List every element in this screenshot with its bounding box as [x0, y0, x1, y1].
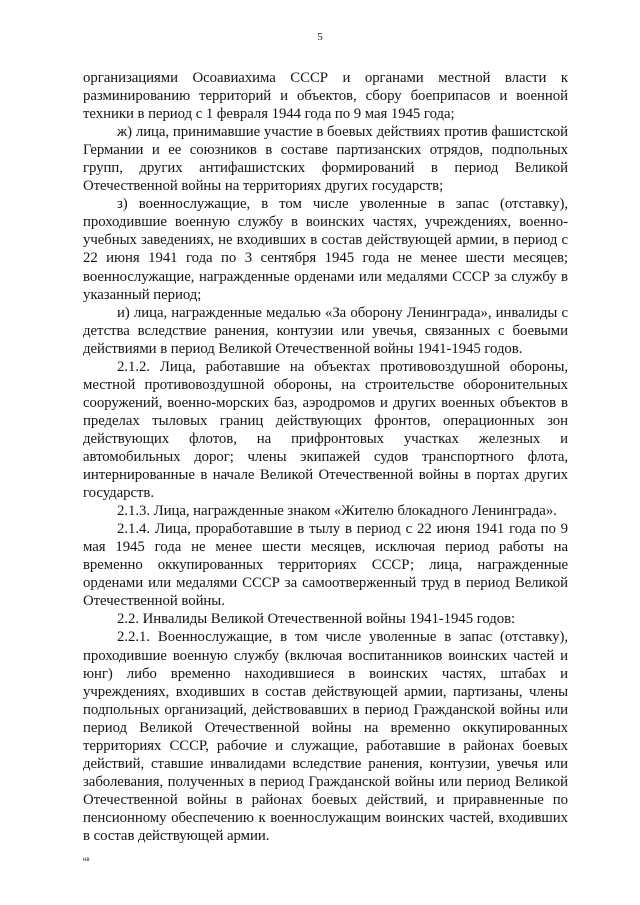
paragraph: 2.2. Инвалиды Великой Отечественной войны 1941-1945 годов:: [117, 611, 516, 628]
paragraph: 2.2.1. Военнослужащие, в том числе уволенные в запас (отставку), проходившие военную службу (включая воспитанников воинских частей и юнг) либо временно находившиеся в воинских частях, штабах и учреждениях, входивших в состав действующей армии, партизаны, члены подпольных организаций, действовавших в период Гражданской войны или период Великой Отечественной войны на временно оккупированных территориях СССР, рабочие и служащие, работавшие в районах боевых действий, ставшие инвалидами вследствие ранения, контузии, увечья или заболевания, полученных в период Гражданской войны или период Великой Отечественной войны в районах боевых действий, и приравненные по пенсионному обеспечению к военнослужащим воинских частей, входивших в состав действующей армии.: [83, 629, 568, 844]
document-body: [83, 69, 568, 845]
paragraph: и) лица, награжденные медалью «За оборону Ленинграда», инвалиды с детства вследствие ранения, контузии или увечья, связанных с боевыми действиями в период Великой Отечественной войны 1941-1945 годов.: [83, 304, 568, 357]
paragraph: ж) лица, принимавшие участие в боевых действиях против фашистской Германии и ее союзников в составе партизанских отрядов, подпольных групп, других антифашистских формирований в период Великой Отечественной войны на территориях других государств;: [83, 124, 568, 195]
paragraph: 2.1.4. Лица, проработавшие в тылу в период с 22 июня 1941 года по 9 мая 1945 года не менее шести месяцев, исключая период работы на временно оккупированных территориях СССР; лица, награжденные орденами или медалями СССР за самоотверженный труд в период Великой Отечественной войны.: [83, 521, 568, 610]
paragraph: 2.1.2. Лица, работавшие на объектах противовоздушной обороны, местной противовоздушной обороны, на строительстве оборонительных сооружений, военно-морских баз, аэродромов и других военных объектов в пределах тыловых границ действующих фронтов, операционных зон действующих флотов, на прифронтовых участках железных и автомобильных дорог; члены экипажей судов транспортного флота, интернированные в начале Великой Отечественной войны в портах других государств.: [83, 358, 568, 502]
paragraph: з) военнослужащие, в том числе уволенные в запас (отставку), проходившие военную службу в воинских частях, учреждениях, военно-учебных заведениях, не входивших в состав действующей армии, в период с 22 июня 1941 года по 3 сентября 1945 года не менее шести месяцев; военнослужащие, награжденные орденами или медалями СССР за службу в указанный период;: [83, 196, 568, 303]
page-number: 5: [317, 31, 323, 43]
paragraph: организациями Осоавиахима СССР и органами местной власти к разминированию территорий и объектов, сбору боеприпасов и военной техники в период с 1 февраля 1944 года по 9 мая 1945 года;: [83, 70, 568, 123]
footer-mark: нв: [83, 857, 90, 863]
paragraph: 2.1.3. Лица, награжденные знаком «Жителю блокадного Ленинграда».: [117, 503, 557, 520]
